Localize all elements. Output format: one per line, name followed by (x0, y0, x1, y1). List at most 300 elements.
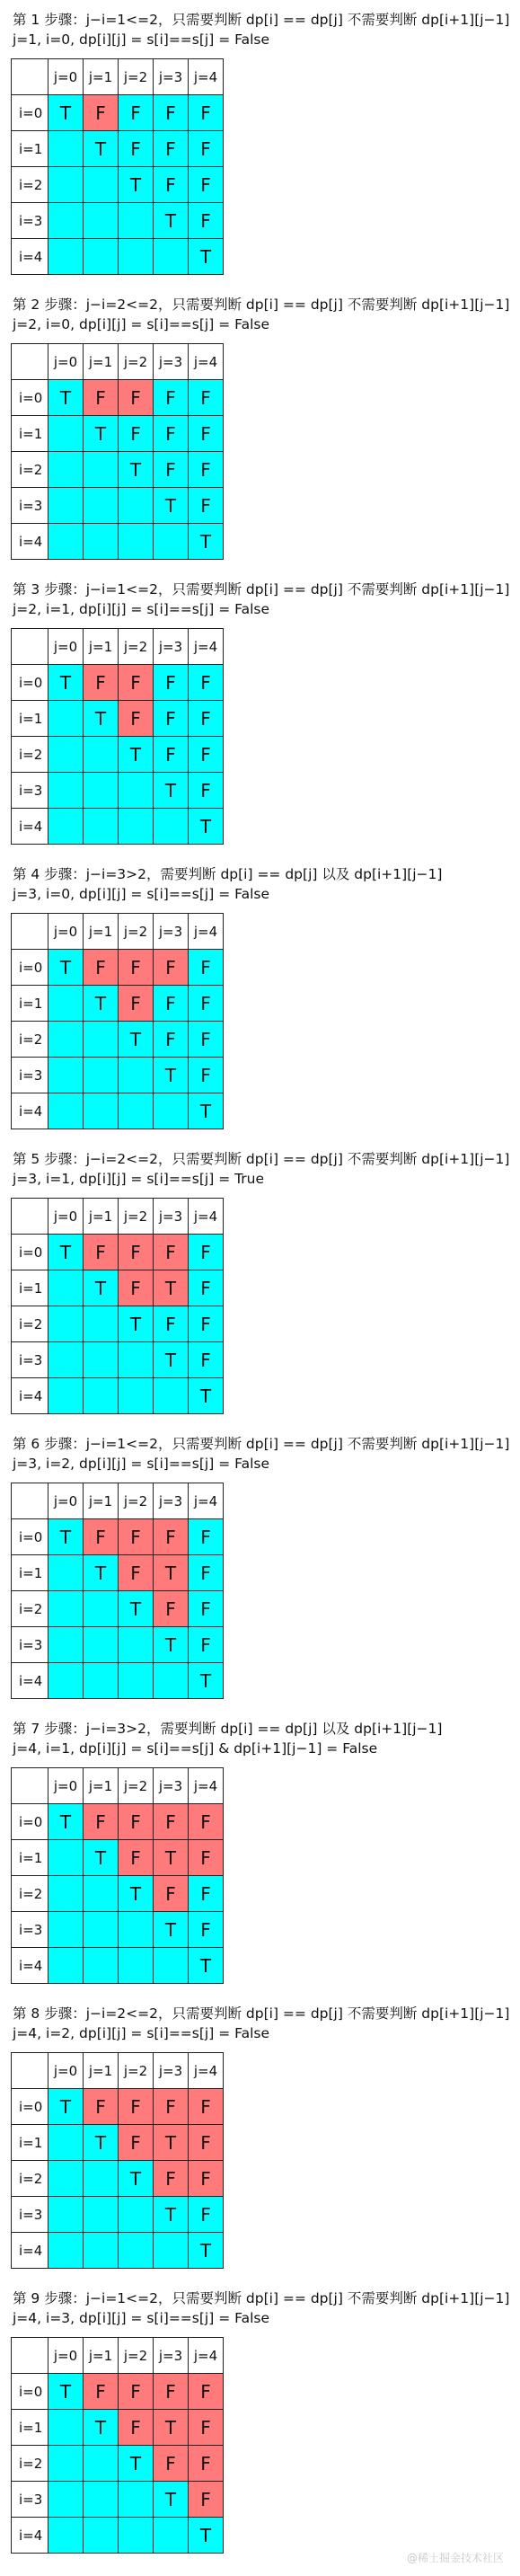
dp-cell (48, 2446, 84, 2482)
table-row (12, 773, 224, 809)
dp-cell: F (189, 1876, 224, 1912)
dp-cell: F (84, 1804, 119, 1840)
dp-cell (119, 2197, 154, 2233)
dp-cell (154, 1948, 189, 1984)
row-header: i=4 (12, 1663, 48, 1699)
step-title: 第 9 步骤：j−i=1<=2，只需要判断 dp[i] == dp[j] 不需要判断 dp[i+1][j−1] (13, 2290, 510, 2306)
column-header: j=0 (48, 344, 84, 380)
dp-cell (84, 773, 119, 809)
dp-cell: F (154, 986, 189, 1022)
table-row (12, 2518, 224, 2554)
dp-cell: F (154, 2446, 189, 2482)
dp-cell: F (84, 1235, 119, 1270)
row-header: i=2 (12, 737, 48, 773)
table-row (12, 95, 224, 131)
dp-cell (48, 1627, 84, 1663)
dp-cell: F (189, 1804, 224, 1840)
step-subtitle: j=3, i=2, dp[i][j] = s[i]==s[j] = False (13, 1456, 270, 1472)
row-header: i=0 (12, 380, 48, 416)
step-subtitle: j=4, i=3, dp[i][j] = s[i]==s[j] = False (13, 2310, 270, 2326)
table-row (12, 524, 224, 560)
dp-cell: T (189, 1093, 224, 1129)
dp-cell (84, 1663, 119, 1699)
dp-cell: F (189, 1591, 224, 1627)
table-header-row (12, 59, 224, 95)
column-header: j=1 (84, 629, 119, 665)
dp-cell: T (48, 1235, 84, 1270)
table-row (12, 2161, 224, 2197)
dp-cell: T (84, 416, 119, 452)
dp-cell (84, 1948, 119, 1984)
dp-cell (119, 2233, 154, 2269)
row-header: i=2 (12, 1876, 48, 1912)
column-header: j=1 (84, 344, 119, 380)
step-subtitle: j=3, i=1, dp[i][j] = s[i]==s[j] = True (13, 1171, 265, 1187)
column-header: j=2 (119, 2338, 154, 2374)
dp-cell (48, 131, 84, 167)
dp-cell (119, 239, 154, 275)
column-header: j=0 (48, 59, 84, 95)
dp-cell (119, 1342, 154, 1378)
dp-cell: T (48, 95, 84, 131)
table-row (12, 737, 224, 773)
dp-cell: F (189, 665, 224, 701)
column-header: j=0 (48, 914, 84, 950)
row-header: i=0 (12, 1804, 48, 1840)
table-header-row (12, 629, 224, 665)
dp-cell: F (189, 1519, 224, 1555)
dp-cell (84, 1591, 119, 1627)
step-title: 第 3 步骤：j−i=1<=2，只需要判断 dp[i] == dp[j] 不需要判断 dp[i+1][j−1] (13, 581, 510, 598)
dp-cell: F (119, 1804, 154, 1840)
dp-cell (48, 1840, 84, 1876)
dp-cell: F (119, 2374, 154, 2410)
dp-cell: F (84, 95, 119, 131)
table-row (12, 131, 224, 167)
table-row (12, 1306, 224, 1342)
dp-cell: T (84, 701, 119, 737)
dp-cell: F (84, 2089, 119, 2125)
column-header: j=1 (84, 914, 119, 950)
dp-cell (119, 809, 154, 845)
dp-cell (84, 452, 119, 488)
dp-cell: F (119, 1555, 154, 1591)
row-header: i=3 (12, 1627, 48, 1663)
dp-cell: T (84, 131, 119, 167)
dp-cell: F (189, 2197, 224, 2233)
dp-cell: F (154, 131, 189, 167)
dp-cell (119, 1093, 154, 1129)
dp-cell: F (154, 2374, 189, 2410)
table-row (12, 2197, 224, 2233)
dp-cell: F (189, 1342, 224, 1378)
column-header: j=0 (48, 2053, 84, 2089)
step-title: 第 6 步骤：j−i=1<=2，只需要判断 dp[i] == dp[j] 不需要判断 dp[i+1][j−1] (13, 1436, 510, 1452)
dp-cell (154, 1663, 189, 1699)
row-header: i=3 (12, 488, 48, 524)
dp-cell: F (189, 2161, 224, 2197)
dp-cell: F (189, 986, 224, 1022)
step-subtitle: j=4, i=1, dp[i][j] = s[i]==s[j] & dp[i+1][j−1] = False (13, 1740, 378, 1757)
dp-cell (84, 2482, 119, 2518)
row-header: i=0 (12, 1235, 48, 1270)
table-row (12, 1519, 224, 1555)
dp-cell (119, 488, 154, 524)
column-header: j=2 (119, 1483, 154, 1519)
dp-cell (48, 986, 84, 1022)
dp-cell (48, 2518, 84, 2554)
table-corner (12, 1768, 48, 1804)
dp-cell (48, 1912, 84, 1948)
dp-cell (48, 416, 84, 452)
dp-cell: F (154, 1591, 189, 1627)
dp-cell: T (119, 452, 154, 488)
dp-cell: F (119, 95, 154, 131)
dp-cell: T (154, 1342, 189, 1378)
dp-cell: T (119, 1306, 154, 1342)
row-header: i=3 (12, 1058, 48, 1093)
row-header: i=0 (12, 95, 48, 131)
table-row (12, 1627, 224, 1663)
dp-cell (84, 2197, 119, 2233)
table-row (12, 2125, 224, 2161)
dp-cell: T (119, 1591, 154, 1627)
dp-cell: T (119, 2161, 154, 2197)
dp-cell: F (119, 665, 154, 701)
column-header: j=3 (154, 1199, 189, 1235)
dp-cell: T (154, 203, 189, 239)
row-header: i=3 (12, 1912, 48, 1948)
dp-cell: T (154, 488, 189, 524)
table-corner (12, 1483, 48, 1519)
dp-cell: T (119, 1022, 154, 1058)
dp-cell (119, 1058, 154, 1093)
dp-cell: F (154, 665, 189, 701)
step-subtitle: j=1, i=0, dp[i][j] = s[i]==s[j] = False (13, 31, 270, 48)
column-header: j=2 (119, 59, 154, 95)
dp-cell: F (154, 416, 189, 452)
table-row (12, 416, 224, 452)
row-header: i=1 (12, 2410, 48, 2446)
dp-cell: F (119, 1840, 154, 1876)
dp-cell (48, 452, 84, 488)
dp-cell: T (48, 2374, 84, 2410)
row-header: i=1 (12, 416, 48, 452)
dp-cell: T (154, 1555, 189, 1591)
column-header: j=2 (119, 2053, 154, 2089)
dp-cell: T (48, 1804, 84, 1840)
dp-cell: T (84, 1555, 119, 1591)
dp-cell (154, 239, 189, 275)
row-header: i=0 (12, 2089, 48, 2125)
table-row (12, 986, 224, 1022)
row-header: i=1 (12, 131, 48, 167)
column-header: j=4 (189, 344, 224, 380)
row-header: i=2 (12, 2446, 48, 2482)
dp-cell (48, 701, 84, 737)
row-header: i=1 (12, 1840, 48, 1876)
table-header-row (12, 344, 224, 380)
table-row (12, 1555, 224, 1591)
dp-cell: T (154, 2197, 189, 2233)
column-header: j=0 (48, 1483, 84, 1519)
dp-cell: F (154, 1519, 189, 1555)
dp-cell: F (189, 1555, 224, 1591)
table-header-row (12, 1199, 224, 1235)
dp-cell (48, 2161, 84, 2197)
dp-cell: F (189, 773, 224, 809)
row-header: i=3 (12, 1342, 48, 1378)
step-title: 第 7 步骤：j−i=3>2，需要判断 dp[i] == dp[j] 以及 dp[i+1][j−1] (13, 1721, 443, 1737)
dp-cell (84, 1627, 119, 1663)
dp-cell: T (48, 950, 84, 986)
dp-cell: F (84, 380, 119, 416)
column-header: j=3 (154, 1483, 189, 1519)
table-corner (12, 1199, 48, 1235)
table-row (12, 2233, 224, 2269)
dp-cell: F (189, 1840, 224, 1876)
table-row (12, 239, 224, 275)
dp-cell: F (189, 2125, 224, 2161)
row-header: i=2 (12, 452, 48, 488)
column-header: j=3 (154, 1768, 189, 1804)
dp-cell: F (189, 2374, 224, 2410)
dp-cell: F (154, 737, 189, 773)
dp-cell (84, 524, 119, 560)
dp-cell: F (189, 2446, 224, 2482)
column-header: j=1 (84, 2053, 119, 2089)
dp-cell: F (189, 2482, 224, 2518)
dp-cell: F (189, 1022, 224, 1058)
dp-cell: F (119, 2089, 154, 2125)
dp-table (11, 58, 224, 275)
dp-cell (119, 2482, 154, 2518)
dp-table (11, 913, 224, 1129)
dp-cell: T (154, 2482, 189, 2518)
table-row (12, 2482, 224, 2518)
row-header: i=0 (12, 1519, 48, 1555)
dp-cell: T (189, 2518, 224, 2554)
dp-cell: T (119, 737, 154, 773)
row-header: i=2 (12, 1306, 48, 1342)
dp-table (11, 1198, 224, 1414)
dp-cell (84, 1876, 119, 1912)
dp-cell: F (189, 131, 224, 167)
dp-cell (48, 1555, 84, 1591)
dp-cell (48, 1948, 84, 1984)
dp-cell: F (84, 2374, 119, 2410)
table-corner (12, 629, 48, 665)
dp-cell: F (154, 95, 189, 131)
column-header: j=3 (154, 2338, 189, 2374)
dp-cell: F (154, 2089, 189, 2125)
dp-cell: T (189, 809, 224, 845)
table-row (12, 1270, 224, 1306)
dp-cell: F (154, 452, 189, 488)
row-header: i=3 (12, 2197, 48, 2233)
table-row (12, 2089, 224, 2125)
row-header: i=0 (12, 950, 48, 986)
table-header-row (12, 1768, 224, 1804)
dp-cell: T (84, 1270, 119, 1306)
table-row (12, 452, 224, 488)
row-header: i=3 (12, 203, 48, 239)
dp-cell: T (119, 2446, 154, 2482)
dp-cell (84, 1378, 119, 1414)
dp-table (11, 2052, 224, 2269)
dp-cell (48, 239, 84, 275)
dp-cell (84, 1058, 119, 1093)
dp-cell (154, 2233, 189, 2269)
dp-cell (48, 488, 84, 524)
dp-cell: T (189, 524, 224, 560)
dp-cell (119, 1378, 154, 1414)
dp-table (11, 2337, 224, 2554)
column-header: j=4 (189, 1199, 224, 1235)
dp-cell: T (154, 1058, 189, 1093)
dp-cell (154, 2518, 189, 2554)
column-header: j=4 (189, 2338, 224, 2374)
dp-cell: F (119, 1270, 154, 1306)
dp-cell (84, 1912, 119, 1948)
dp-cell: F (189, 950, 224, 986)
row-header: i=4 (12, 1093, 48, 1129)
dp-cell: F (189, 203, 224, 239)
dp-cell (154, 1093, 189, 1129)
column-header: j=4 (189, 59, 224, 95)
dp-cell (48, 1306, 84, 1342)
dp-cell: F (119, 1235, 154, 1270)
dp-cell: F (189, 95, 224, 131)
row-header: i=3 (12, 2482, 48, 2518)
table-row (12, 1378, 224, 1414)
dp-cell (154, 1378, 189, 1414)
dp-cell (84, 1022, 119, 1058)
table-row (12, 809, 224, 845)
dp-cell (48, 773, 84, 809)
column-header: j=0 (48, 2338, 84, 2374)
dp-table (11, 343, 224, 560)
column-header: j=2 (119, 1768, 154, 1804)
dp-cell: T (119, 1876, 154, 1912)
step-title: 第 8 步骤：j−i=2<=2，只需要判断 dp[i] == dp[j] 不需要判断 dp[i+1][j−1] (13, 2005, 510, 2022)
dp-cell (119, 1663, 154, 1699)
dp-cell: T (48, 380, 84, 416)
table-row (12, 1948, 224, 1984)
step-title: 第 4 步骤：j−i=3>2，需要判断 dp[i] == dp[j] 以及 dp[i+1][j−1] (13, 866, 443, 882)
dp-cell: T (48, 2089, 84, 2125)
dp-cell: F (154, 380, 189, 416)
step-subtitle: j=4, i=2, dp[i][j] = s[i]==s[j] = False (13, 2025, 270, 2041)
dp-cell: F (154, 1804, 189, 1840)
dp-cell (119, 1627, 154, 1663)
dp-cell: F (84, 665, 119, 701)
table-row (12, 1876, 224, 1912)
dp-cell (48, 2482, 84, 2518)
dp-cell: F (189, 1235, 224, 1270)
table-row (12, 1342, 224, 1378)
column-header: j=4 (189, 914, 224, 950)
column-header: j=1 (84, 59, 119, 95)
table-row (12, 380, 224, 416)
table-corner (12, 59, 48, 95)
dp-cell (48, 167, 84, 203)
dp-cell (119, 2518, 154, 2554)
column-header: j=2 (119, 344, 154, 380)
dp-cell (119, 1912, 154, 1948)
dp-cell (48, 2233, 84, 2269)
table-row (12, 1093, 224, 1129)
dp-cell: F (189, 452, 224, 488)
column-header: j=1 (84, 2338, 119, 2374)
dp-cell: T (154, 773, 189, 809)
table-row (12, 1022, 224, 1058)
step-title: 第 2 步骤：j−i=2<=2，只需要判断 dp[i] == dp[j] 不需要判断 dp[i+1][j−1] (13, 297, 510, 313)
row-header: i=2 (12, 2161, 48, 2197)
dp-cell: T (154, 1627, 189, 1663)
table-row (12, 488, 224, 524)
dp-cell: F (189, 701, 224, 737)
dp-cell: F (189, 1058, 224, 1093)
dp-cell (119, 203, 154, 239)
dp-cell (48, 203, 84, 239)
dp-cell: F (119, 701, 154, 737)
dp-cell: T (84, 1840, 119, 1876)
dp-cell (84, 167, 119, 203)
dp-cell: F (189, 1627, 224, 1663)
row-header: i=2 (12, 1022, 48, 1058)
column-header: j=3 (154, 914, 189, 950)
column-header: j=4 (189, 2053, 224, 2089)
dp-cell: T (154, 1270, 189, 1306)
table-row (12, 1912, 224, 1948)
column-header: j=1 (84, 1483, 119, 1519)
table-corner (12, 2338, 48, 2374)
dp-cell: T (154, 2125, 189, 2161)
dp-table (11, 628, 224, 845)
column-header: j=2 (119, 629, 154, 665)
row-header: i=4 (12, 809, 48, 845)
dp-cell (48, 524, 84, 560)
dp-cell: F (189, 1270, 224, 1306)
dp-cell: F (189, 488, 224, 524)
column-header: j=3 (154, 2053, 189, 2089)
dp-cell: T (189, 2233, 224, 2269)
row-header: i=4 (12, 2518, 48, 2554)
dp-cell (48, 1342, 84, 1378)
dp-cell (48, 1058, 84, 1093)
step-subtitle: j=2, i=0, dp[i][j] = s[i]==s[j] = False (13, 316, 270, 332)
dp-cell: F (189, 380, 224, 416)
dp-cell (48, 2410, 84, 2446)
dp-cell (48, 1093, 84, 1129)
row-header: i=0 (12, 665, 48, 701)
table-row (12, 167, 224, 203)
dp-cell (84, 1342, 119, 1378)
table-header-row (12, 914, 224, 950)
column-header: j=4 (189, 629, 224, 665)
column-header: j=3 (154, 59, 189, 95)
dp-cell (48, 1591, 84, 1627)
dp-cell: T (189, 1378, 224, 1414)
row-header: i=1 (12, 701, 48, 737)
table-header-row (12, 2338, 224, 2374)
dp-cell: F (154, 950, 189, 986)
table-row (12, 1840, 224, 1876)
table-row (12, 2374, 224, 2410)
table-row (12, 665, 224, 701)
dp-cell (84, 1306, 119, 1342)
